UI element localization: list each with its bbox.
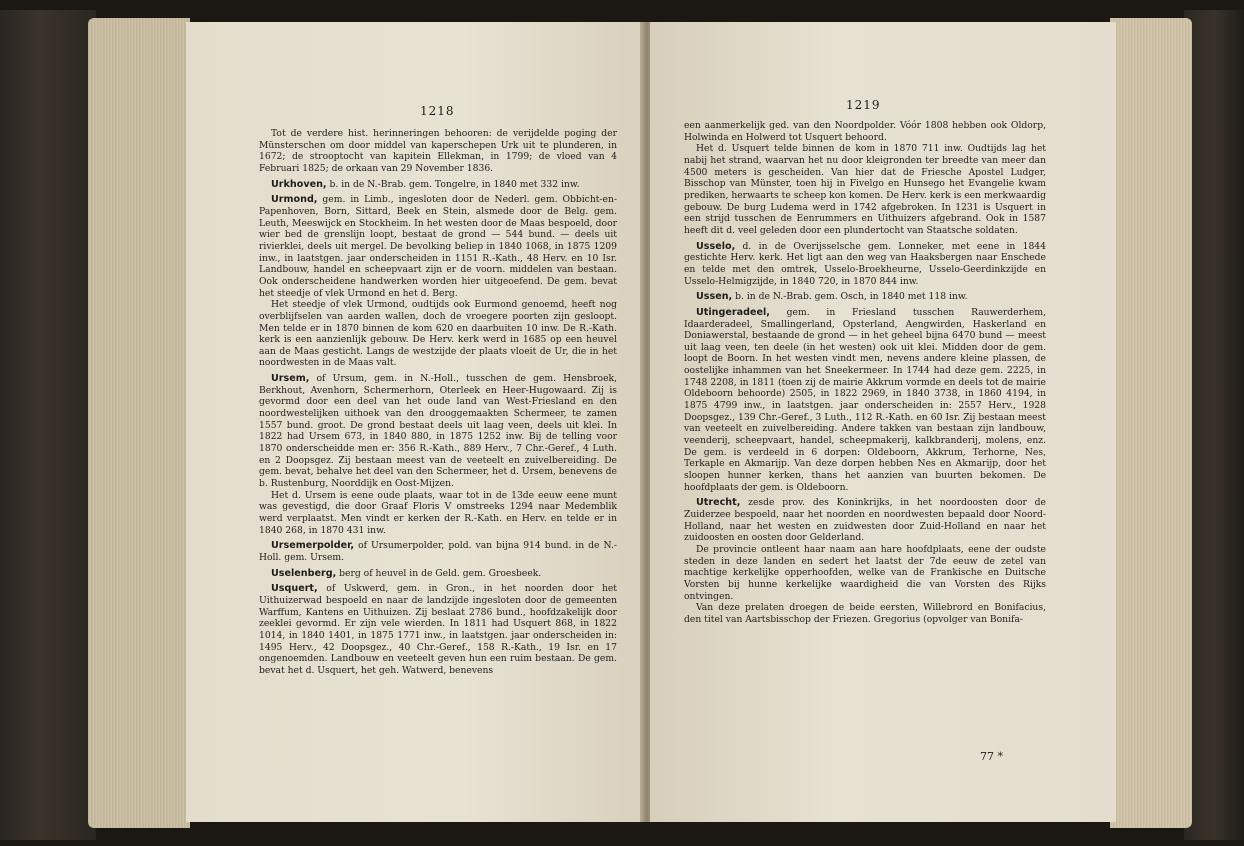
page-number-left: 1218 — [420, 104, 455, 118]
paragraph: Het d. Ursem is eene oude plaats, waar tot in de 13de eeuw eene munt was gevestigd, die door Graaf Floris V omstreeks 1294 naar Medemblik werd verplaatst. Men vindt er kerken der R.-Kath. en Herv. en telde er in 1840 268, in 1870 431 inw. — [259, 489, 617, 536]
paragraph: De provincie ontleent haar naam aan hare hoofdplaats, eene der oudste steden in deze landen en sedert het laatst der 7de eeuw de zetel van machtige kerkelijke opperhoofden, welke van de Frankische en Duitsche Vorsten bij hunne kerkelijke waardigheid die van Vorsten des Rijks ontvingen. — [684, 543, 1046, 602]
left-page-text — [259, 128, 617, 677]
paragraph: Het d. Usquert telde binnen de kom in 1870 711 inw. Oudtijds lag het nabij het strand, waarvan het nu door kleigronden ter breedte van meer dan 4500 meters is gescheiden. Van hier dat de Friesche Apostel Ludger, Bisschop van Münster, toen hij in Fivelgo en Hunsego het Evangelie kwam prediken, herwaarts te scheep kon komen. De Herv. kerk is een merkwaardig gebouw. De burg Ludema werd in 1742 afgebroken. In 1231 is Usquert in een strijd tusschen de Eenrummers en Uithuizers afgebrand. Ook in 1587 heeft dit d. veel geleden door een plundertocht van Staatsche soldaten. — [684, 143, 1046, 236]
right-page — [650, 22, 1116, 822]
page-edges-left — [88, 18, 190, 828]
book-cover-left — [0, 10, 96, 840]
paragraph: een aanmerkelijk ged. van den Noordpolder. Vóór 1808 hebben ook Oldorp, Holwinda en Holwerd tot Usquert behoord. — [684, 120, 1046, 143]
paragraph: Van deze prelaten droegen de beide eersten, Willebrord en Bonifacius, den titel van Aartsbisschop der Friezen. Gregorius (opvolger van Bonifa- — [684, 602, 1046, 625]
entry-usselo: Usselo, d. in de Overijsselsche gem. Lonneker, met eene in 1844 gestichte Herv. kerk. Het ligt aan den weg van Haaksbergen naar Enschede en telde met den omtrek, Usselo-Broekheurne, Usselo-Geerdinkzijde en Usselo-Helmigzijde, in 1840 720, in 1870 844 inw. — [684, 240, 1046, 287]
paragraph: Het steedje of vlek Urmond, oudtijds ook Eurmond genoemd, heeft nog overblijfselen van aarden wallen, doch de vroegere poorten zijn gesloopt. Men telde er in 1870 binnen de kom 620 en daarbuiten 10 inw. De R.-Kath. kerk is een aanzienlijk gebouw. De Herv. kerk werd in 1685 op een heuvel aan de Maas gesticht. Langs de westzijde der plaats vloeit de Ur, die in het noordwesten in de Maas valt. — [259, 299, 617, 369]
entry-uselenberg: Uselenberg, berg of heuvel in de Geld. gem. Groesbeek. — [271, 567, 542, 579]
entry-urmond: Urmond, gem. in Limb., ingesloten door de Nederl. gem. Obbicht-en-Papenhoven, Born, Sittard, Beek en Stein, alsmede door de Belg. gem. Leuth, Meeswijck en Stockheim. In het westen door de Maas bespoeld, door wier bed de grenslijn loopt, bestaat de grond — 544 bund. — deels uit rivierklei, deels uit mergel. De bevolking beliep in 1840 1068, in 1875 1209 inw., in laatstgen. jaar onderscheiden in 1151 R.-Kath., 48 Herv. en 10 Isr. Landbouw, handel en scheepvaart zijn er de voorn. middelen van bestaan. Ook onderscheidene handwerken worden hier uitgeoefend. De gem. bevat het steedje of vlek Urmond en het d. Berg. — [259, 194, 617, 299]
page-number-right: 1219 — [846, 98, 881, 112]
page-edges-right — [1110, 18, 1192, 828]
entry-urkhoven: Urkhoven, b. in de N.-Brab. gem. Tongelre, in 1840 met 332 inw. — [271, 178, 580, 190]
entry-usquert: Usquert, of Uskwerd, gem. in Gron., in het noorden door het Uithuizerwad bespoeld en naar de landzijde ingesloten door de gemeenten Warffum, Kantens en Uithuizen. Zij beslaat 2786 bund., hoofdzakelijk door zeeklei gevormd. Er zijn vele wierden. In 1811 had Usquert 868, in 1822 1014, in 1840 1401, in 1875 1771 inw., in laatstgen. jaar onderscheiden in: 1495 Herv., 42 Doopsgez., 40 Chr.-Geref., 158 R.-Kath., 19 Isr. en 17 ongenoemden. Landbouw en veeteelt geven hun een ruim bestaan. De gem. bevat het d. Usquert, het geh. Watwerd, benevens — [259, 583, 617, 676]
signature-mark: 77 * — [980, 750, 1003, 763]
book-cover-right — [1184, 10, 1244, 840]
entry-utrecht: Utrecht, zesde prov. des Koninkrijks, in het noordoosten door de Zuiderzee bespoeld, naar het noorden en noordwesten bepaald door Noord-Holland, naar het westen en zuidwesten door Zuid-Holland en naar het zuidoosten en oosten door Gelderland. — [684, 497, 1046, 544]
entry-ursem: Ursem, of Ursum, gem. in N.-Holl., tusschen de gem. Hensbroek, Berkhout, Avenhorn, Schermerhorn, Oterleek en Heer-Hugowaard. Zij is gevormd door een deel van het oude land van West-Friesland en den noordwestelijken uithoek van den drooggemaakten Schermeer, te zamen 1557 bund. groot. De grond bestaat deels uit laag veen, deels uit klei. In 1822 had Ursem 673, in 1840 880, in 1875 1252 inw. Bij de telling voor 1870 onderscheidde men er: 356 R.-Kath., 889 Herv., 7 Chr.-Geref., 4 Luth. en 2 Doopsgez. Zij bestaan meest van de veeteelt en zuivelbereiding. De gem. bevat, behalve het deel van den Schermeer, het d. Ursem, benevens de b. Rustenburg, Noorddijk en Oost-Mijzen. — [259, 373, 617, 490]
paragraph: Tot de verdere hist. herinneringen behooren: de verijdelde poging der Münsterschen om door middel van kaperschepen Urk uit te plunderen, in 1672; de strooptocht van kapitein Ellekman, in 1799; de vloed van 4 Februari 1825; de orkaan van 29 November 1836. — [259, 128, 617, 174]
left-page — [186, 22, 644, 822]
entry-ursemerpolder: Ursemerpolder, of Ursumerpolder, pold. van bijna 914 bund. in de N.-Holl. gem. Ursem. — [259, 540, 617, 563]
right-page-text — [684, 120, 1046, 626]
entry-ussen: Ussen, b. in de N.-Brab. gem. Osch, in 1840 met 118 inw. — [696, 291, 968, 303]
entry-utingeradeel: Utingeradeel, gem. in Friesland tusschen Rauwerderhem, Idaarderadeel, Smallingerland, Opsterland, Aengwirden, Haskerland en Doniawerstal, bestaande de grond — in het geheel bijna 6470 bund — meest uit laag veen, ten deele (in het westen) ook uit klei. Midden door de gem. loopt de Boorn. In het westen vindt men, nevens andere kleine plassen, de oostelijke inhammen van het Sneekermeer. In 1744 had deze gem. 2225, in 1748 2208, in 1811 (toen zij de mairie Akkrum vormde en deels tot de mairie Oldeboorn behoorde) 2505, in 1822 2969, in 1840 3738, in 1860 4194, in 1875 4799 inw., in laatstgen. jaar onderscheiden in: 2557 Herv., 1928 Doopsgez., 139 Chr.-Geref., 3 Luth., 112 R.-Kath. en 60 Isr. Zij bestaan meest van veeteelt en zuivelbereiding. Andere takken van bestaan zijn landbouw, veenderij, scheepvaart, handel, scheepmakerij, kalkbranderij, molens, enz. De gem. is verdeeld in 6 dorpen: Oldeboorn, Akkrum, Terhorne, Nes, Terkaple en Akmarijp. Van deze dorpen hebben Nes en Akmarijp, door het sloopen hunner kerken, thans het aanzien van buurten bekomen. De hoofdplaats der gem. is Oldeboorn. — [684, 306, 1046, 493]
